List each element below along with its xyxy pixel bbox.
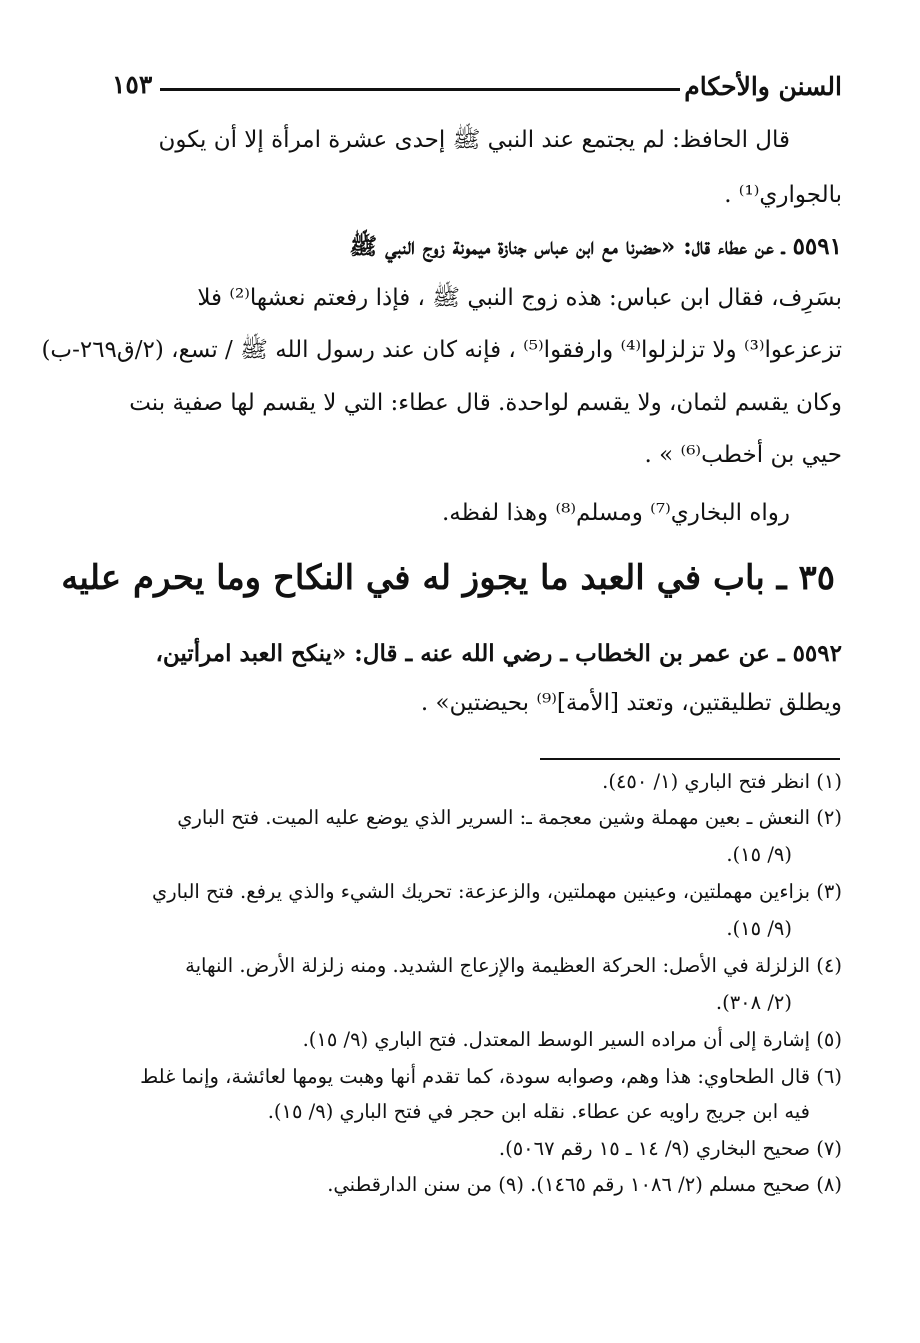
footnote: (٢) النعش ـ بعين مهملة وشين معجمة ـ: السرير الذي يوضع عليه الميت. فتح الباري <box>177 806 842 829</box>
footnote-separator <box>540 758 840 760</box>
text-line: حيي بن أخطب⁽⁶⁾ » . <box>644 442 842 468</box>
footnote: (٣) بزاءين مهملتين، وعينين مهملتين، والزعزعة: تحريك الشيء والذي يرفع. فتح الباري <box>151 880 842 903</box>
footnote: (٨) صحيح مسلم (٢/ ١٠٨٦ رقم ١٤٦٥). (٩) من سنن الدارقطني. <box>327 1173 842 1196</box>
page-number: ١٥٣ <box>112 70 153 99</box>
running-title: السنن والأحكام <box>684 72 842 101</box>
header-rule <box>160 88 680 91</box>
footnote: (٧) صحيح البخاري (٩/ ١٤ ـ ١٥ رقم ٥٠٦٧). <box>498 1137 842 1160</box>
footnote-cont: (٢/ ٣٠٨). <box>715 991 792 1014</box>
text-line: تزعزعوا⁽³⁾ ولا تزلزلوا⁽⁴⁾ وارفقوا⁽⁵⁾ ، فإنه كان عند رسول الله ﷺ / تسع، (٢/ق٢٦٩-ب) <box>41 337 842 363</box>
footnote: (٦) قال الطحاوي: هذا وهم، وصوابه سودة، كما تقدم أنها وهبت يومها لعائشة، وإنما غلط <box>140 1065 842 1088</box>
footnote: (٥) إشارة إلى أن مراده السير الوسط المعتدل. فتح الباري (٩/ ١٥). <box>302 1028 842 1051</box>
text-line: بالجواري⁽¹⁾ . <box>724 182 842 208</box>
footnote: (١) انظر فتح الباري (١/ ٤٥٠). <box>602 770 842 793</box>
footnote-cont: فيه ابن جريج راويه عن عطاء. نقله ابن حجر في فتح الباري (٩/ ١٥). <box>267 1100 810 1123</box>
text-line: ويطلق تطليقتين، وتعتد [الأمة]⁽⁹⁾ بحيضتين» . <box>420 690 842 716</box>
footnote: (٤) الزلزلة في الأصل: الحركة العظيمة والإزعاج الشديد. ومنه زلزلة الأرض. النهاية <box>185 954 842 977</box>
text-line: وكان يقسم لثمان، ولا يقسم لواحدة. قال عطاء: التي لا يقسم لها صفية بنت <box>129 390 842 416</box>
hadith-5592-line: ٥٥٩٢ ـ عن عمر بن الخطاب ـ رضي الله عنه ـ قال: «ينكح العبد امرأتين، <box>155 640 842 667</box>
text-line: رواه البخاري⁽⁷⁾ ومسلم⁽⁸⁾ وهذا لفظه. <box>442 500 790 526</box>
hadith-5591-line: ٥٥٩١ ـ عن عطاء قال: «حضرنا مع ابن عباس جنازة ميمونة زوج النبي ﷺ <box>349 233 842 260</box>
text-line: بسَرِف، فقال ابن عباس: هذه زوج النبي ﷺ ، فإذا رفعتم نعشها⁽²⁾ فلا <box>197 285 842 311</box>
text-line: قال الحافظ: لم يجتمع عند النبي ﷺ إحدى عشرة امرأة إلا أن يكون <box>158 127 790 153</box>
section-heading: ٣٥ ـ باب في العبد ما يجوز له في النكاح وما يحرم عليه <box>61 558 835 598</box>
footnote-cont: (٩/ ١٥). <box>726 917 792 940</box>
footnote-cont: (٩/ ١٥). <box>726 843 792 866</box>
